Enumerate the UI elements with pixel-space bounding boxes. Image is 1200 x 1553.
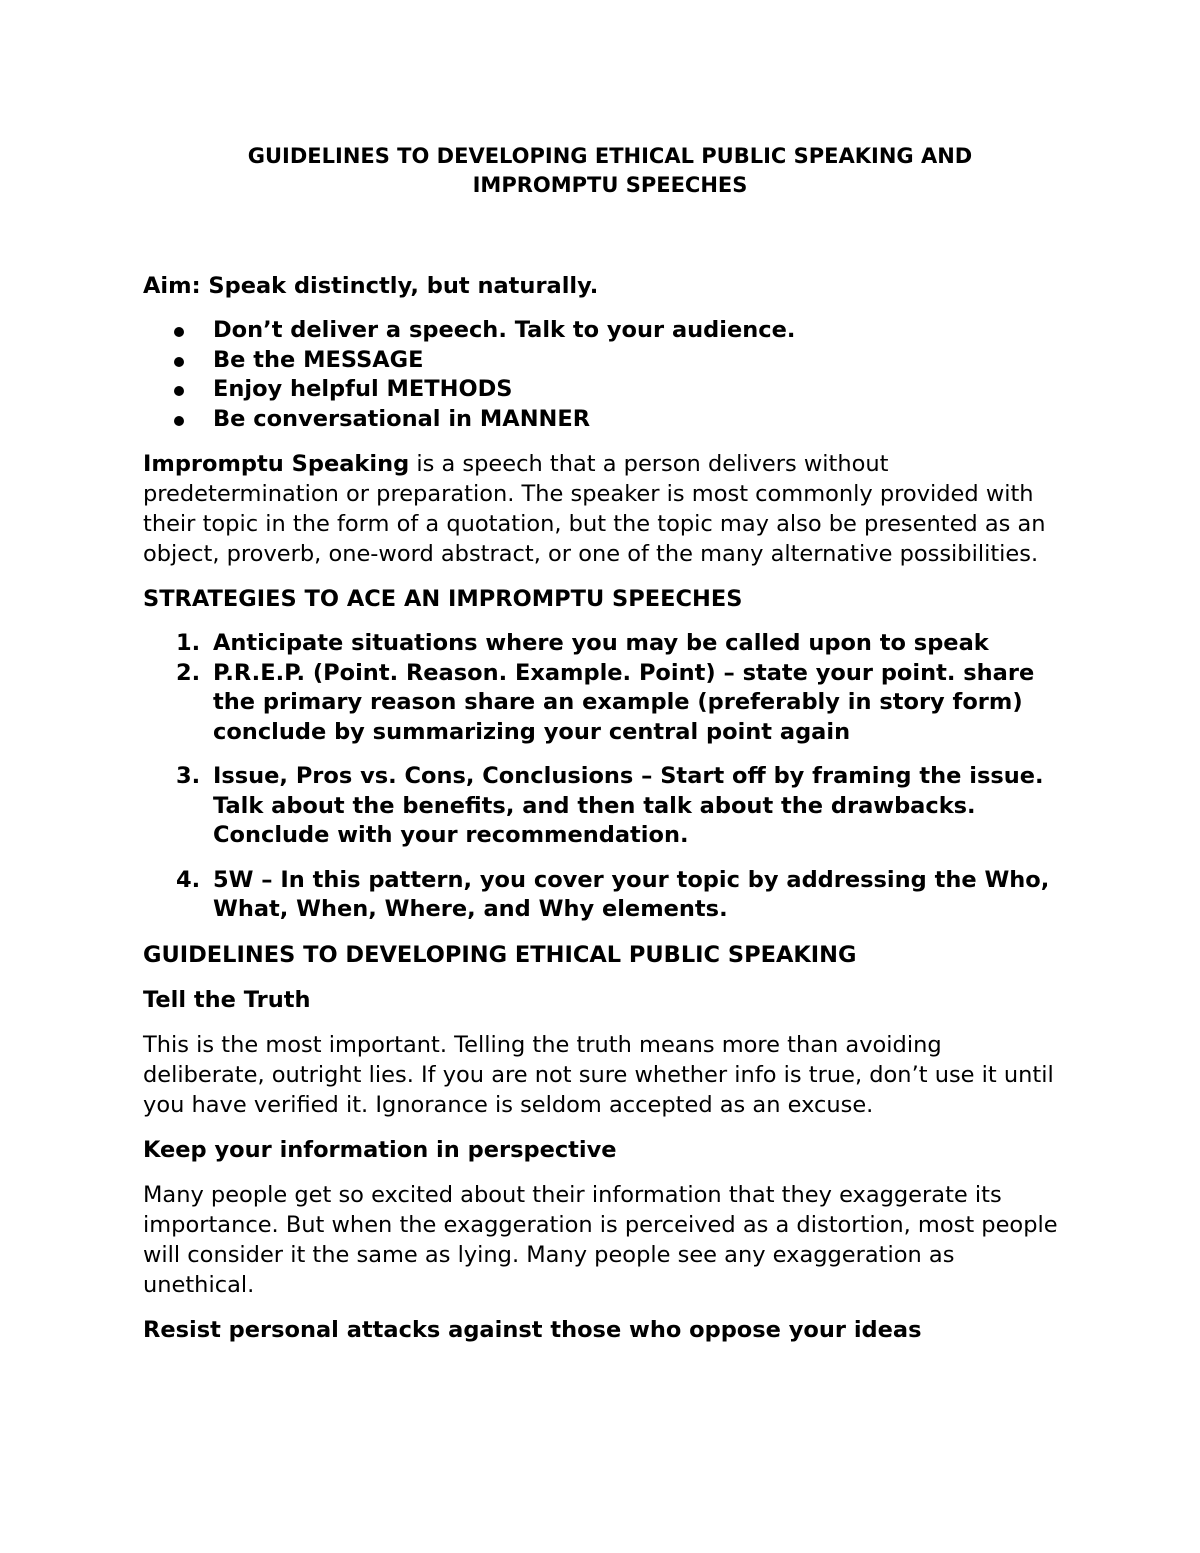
impromptu-definition — [143, 449, 1063, 569]
title-line-1: GUIDELINES TO DEVELOPING ETHICAL PUBLIC SPEAKING AND — [247, 144, 973, 168]
section-body-perspective: Many people get so excited about their information that they exaggerate its importance. But when the exaggeration is perceived as a distortion, most people will consider it the same as lying. Many people see any exaggeration as unethical. — [143, 1181, 1058, 1298]
ethics-heading: GUIDELINES TO DEVELOPING ETHICAL PUBLIC SPEAKING — [143, 941, 857, 968]
bullet-dot-icon — [174, 327, 184, 337]
section-heading-personal-attacks: Resist personal attacks against those who oppose your ideas — [143, 1316, 922, 1343]
section-heading-truth: Tell the Truth — [143, 986, 311, 1013]
bullet-dot-icon — [174, 386, 184, 396]
aim-statement: Aim: Speak distinctly, but naturally. — [143, 273, 599, 299]
title-line-2: IMPROMPTU SPEECHES — [472, 173, 748, 197]
bullet-text: Enjoy helpful METHODS — [213, 376, 513, 402]
strategy-text: Anticipate situations where you may be called upon to speak — [213, 630, 989, 656]
strategies-list — [143, 629, 1063, 925]
bullet-text: Be the MESSAGE — [213, 346, 424, 373]
section-body-truth: This is the most important. Telling the truth means more than avoiding deliberate, outright lies. If you are not sure whether info is true, don’t use it until you have verified it. Ignorance is seldom accepted as an excuse. — [143, 1031, 1054, 1118]
impromptu-definition-text: is a speech that a person delivers without predetermination or preparation. The speaker is most commonly provided with their topic in the form of a quotation, but the topic may also be presented as an object, proverb, one-word abstract, or one of the many alternative possibilities. — [143, 451, 1046, 567]
strategy-text: Issue, Pros vs. Cons, Conclusions – Start off by framing the issue. Talk about the benefits, and then talk about the drawbacks. Conclude with your recommendation. — [213, 763, 1044, 848]
list-item — [143, 346, 1063, 376]
document-page — [143, 142, 1063, 1345]
list-item — [143, 762, 1063, 851]
bullet-text: Don’t deliver a speech. Talk to your audience. — [213, 317, 796, 343]
list-number: 3. — [176, 763, 201, 789]
list-item — [143, 375, 1063, 405]
strategy-text: P.R.E.P. (Point. Reason. Example. Point) – state your point. share the primary reason share an example (preferably in story form) conclude by summarizing your central point again — [213, 659, 1035, 745]
list-item — [143, 629, 1063, 659]
impromptu-term: Impromptu Speaking — [143, 451, 410, 477]
section-heading-perspective: Keep your information in perspective — [143, 1136, 617, 1163]
bullet-dot-icon — [174, 416, 184, 426]
document-title — [143, 142, 1063, 200]
list-item — [143, 316, 1063, 346]
bullet-text: Be conversational in MANNER — [213, 405, 591, 432]
list-item — [143, 659, 1063, 748]
strategies-heading: STRATEGIES TO ACE AN IMPROMPTU SPEECHES — [143, 586, 743, 612]
aim-bullet-list — [143, 316, 1063, 434]
list-number: 1. — [176, 630, 201, 656]
list-number: 4. — [176, 866, 201, 893]
bullet-dot-icon — [174, 357, 184, 367]
list-item — [143, 866, 1063, 925]
list-number: 2. — [176, 659, 201, 686]
list-item — [143, 405, 1063, 435]
strategy-text: 5W – In this pattern, you cover your topic by addressing the Who, What, When, Where, and Why elements. — [213, 866, 1050, 922]
